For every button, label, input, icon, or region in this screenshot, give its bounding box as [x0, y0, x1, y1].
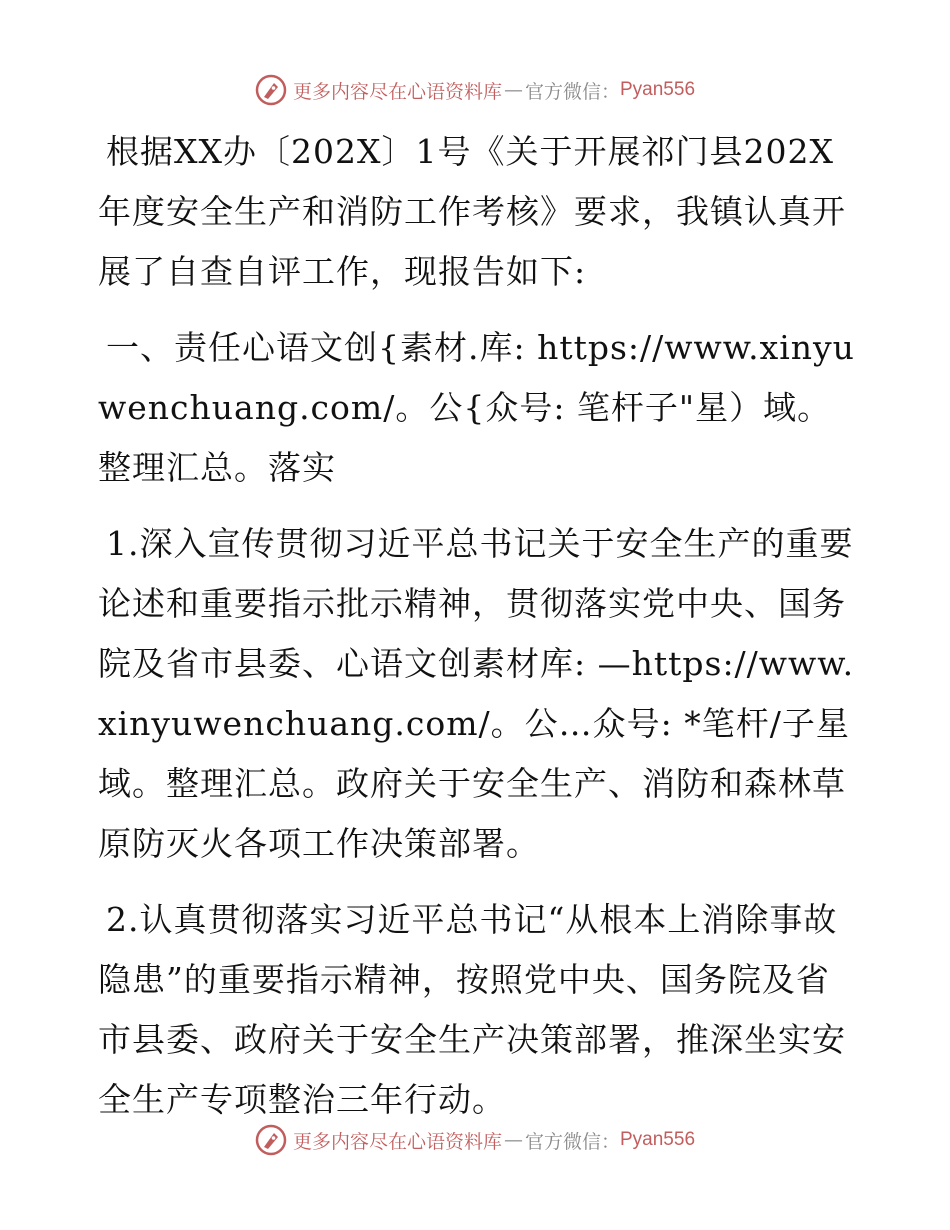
watermark-slogan: 更多内容尽在心语资料库 [292, 1130, 502, 1153]
document-body [98, 122, 858, 1146]
watermark-slogan: 更多内容尽在心语资料库 [292, 80, 502, 103]
footer-watermark [0, 1120, 950, 1160]
intro-paragraph: 根据XX办〔202X〕1号《关于开展祁门县202X年度安全生产和消防工作考核》要求，我镇认真开展了自查自评工作，现报告如下: [98, 132, 846, 291]
watermark-dash: — [503, 79, 523, 101]
pen-nib-logo-icon [255, 74, 287, 106]
item-2-paragraph: 2.认真贯彻落实习近平总书记“从根本上消除事故隐患”的重要指示精神，按照党中央、国务院及省市县委、政府关于安全生产决策部署，推深坐实安全生产专项整治三年行动。 [98, 900, 846, 1119]
header-watermark [0, 70, 950, 110]
watermark-dash: — [503, 1129, 523, 1151]
item-1-paragraph: 1.深入宣传贯彻习近平总书记关于安全生产的重要论述和重要指示批示精神，贯彻落实党中央、国务院及省市县委、心语文创素材库: —https://www.xinyuwenchuang.com/。公…众号: *笔杆/子星域。整理汇总。政府关于安全生产、消防和森林草原防灭火各项工作决策部署。 [98, 524, 855, 863]
section-heading-responsibility: 一、责任心语文创{素材.库: https://www.xinyuwenchuang.com/。公{众号: 笔杆子"星）域。整理汇总。落实 [98, 328, 855, 487]
watermark-wechat-id: Pyan556 [620, 79, 696, 100]
watermark-wechat-id: Pyan556 [620, 1129, 696, 1150]
watermark-wechat-label: 官方微信： [524, 80, 620, 103]
pen-nib-logo-icon [255, 1124, 287, 1156]
watermark-wechat-label: 官方微信： [524, 1130, 620, 1153]
